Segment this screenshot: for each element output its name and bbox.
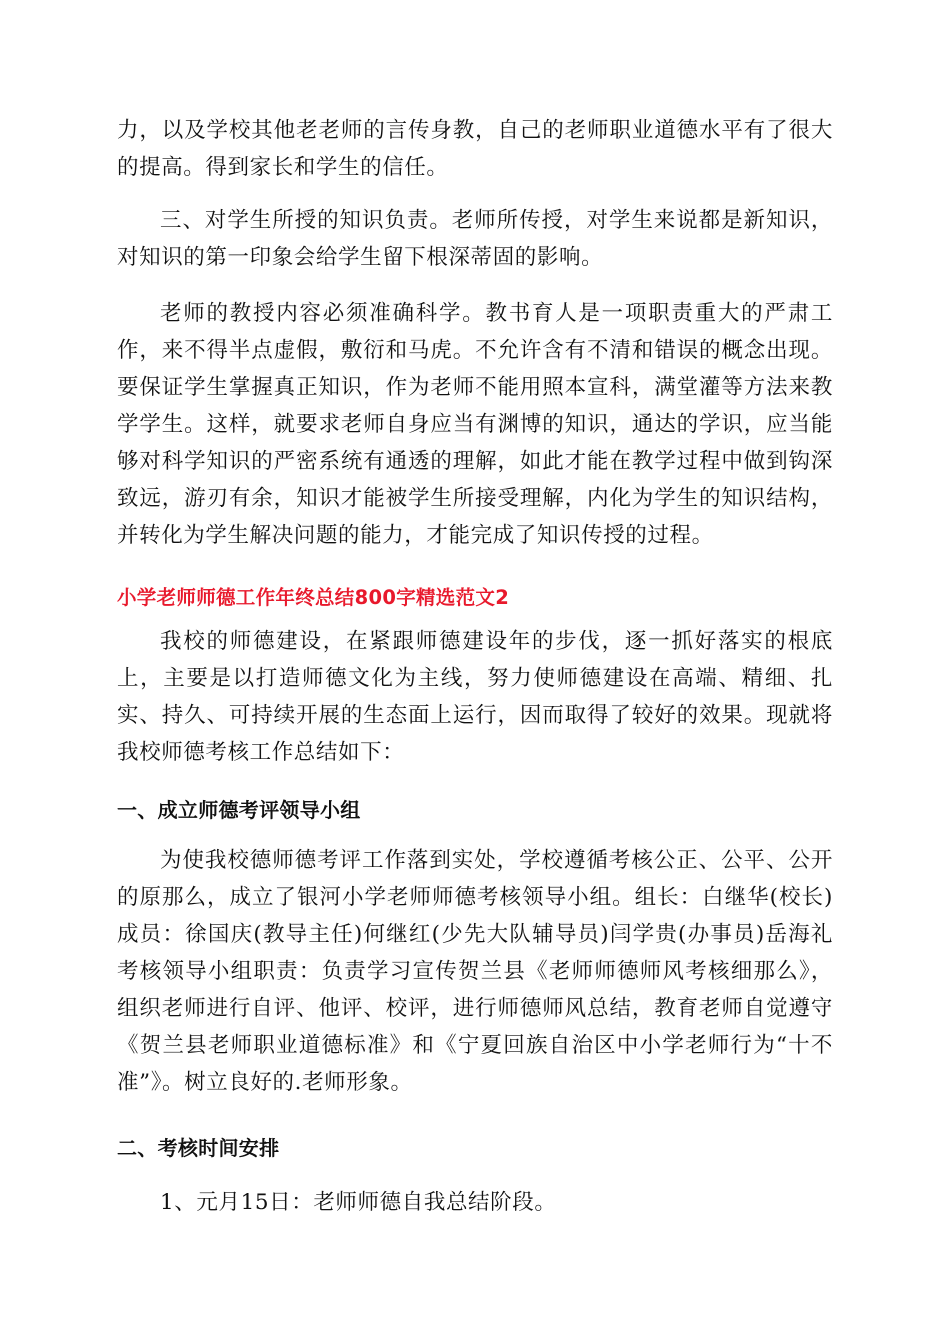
section-heading-2: 二、考核时间安排 — [117, 1136, 280, 1160]
paragraph-leadership-group: 为使我校德师德考评工作落到实处，学校遵循考核公正、公平、公开的原那么，成立了银河小学老师师德考核领导小组。组长：白继华(校长)成员：徐国庆(教导主任)何继红(少先大队辅导员)闫学贵(办事员)岳海礼考核领导小组职责：负责学习宣传贺兰县《老师师德师风考核细那么》，组织老师进行自评、他评、校评，进行师德师风总结，教育老师自觉遵守《贺兰县老师职业道德标准》和《宁夏回族自治区中小学老师行为“十不准”》。树立良好的.老师形象。 — [117, 848, 833, 1095]
paragraph-ethics-construction: 我校的师德建设，在紧跟师德建设年的步伐，逐一抓好落实的根底上，主要是以打造师德文化为主线，努力使师德建设在高端、精细、扎实、持久、可持续开展的生态面上运行，因而取得了较好的效果。现就将我校师德考核工作总结如下： — [117, 629, 833, 765]
paragraph-continuation: 力，以及学校其他老老师的言传身教，自己的老师职业道德水平有了很大的提高。得到家长和学生的信任。 — [117, 118, 833, 180]
essay-title-2: 小学老师师德工作年终总结800字精选范文2 — [117, 586, 510, 609]
section-heading-1: 一、成立师德考评领导小组 — [117, 798, 361, 822]
paragraph-teaching-content: 老师的教授内容必须准确科学。教书育人是一项职责重大的严肃工作，来不得半点虚假，敷衍和马虎。不允许含有不清和错误的概念出现。要保证学生掌握真正知识，作为老师不能用照本宣科，满堂灌等方法来教学学生。这样，就要求老师自身应当有渊博的知识，通达的学识，应当能够对科学知识的严密系统有通透的理解，如此才能在教学过程中做到钩深致远，游刃有余，知识才能被学生所接受理解，内化为学生的知识结构，并转化为学生解决问题的能力，才能完成了知识传授的过程。 — [117, 301, 833, 548]
paragraph-schedule-item-1: 1、元月15日：老师师德自我总结阶段。 — [160, 1190, 557, 1215]
paragraph-section-three: 三、对学生所授的知识负责。老师所传授，对学生来说都是新知识，对知识的第一印象会给学生留下根深蒂固的影响。 — [117, 208, 833, 270]
